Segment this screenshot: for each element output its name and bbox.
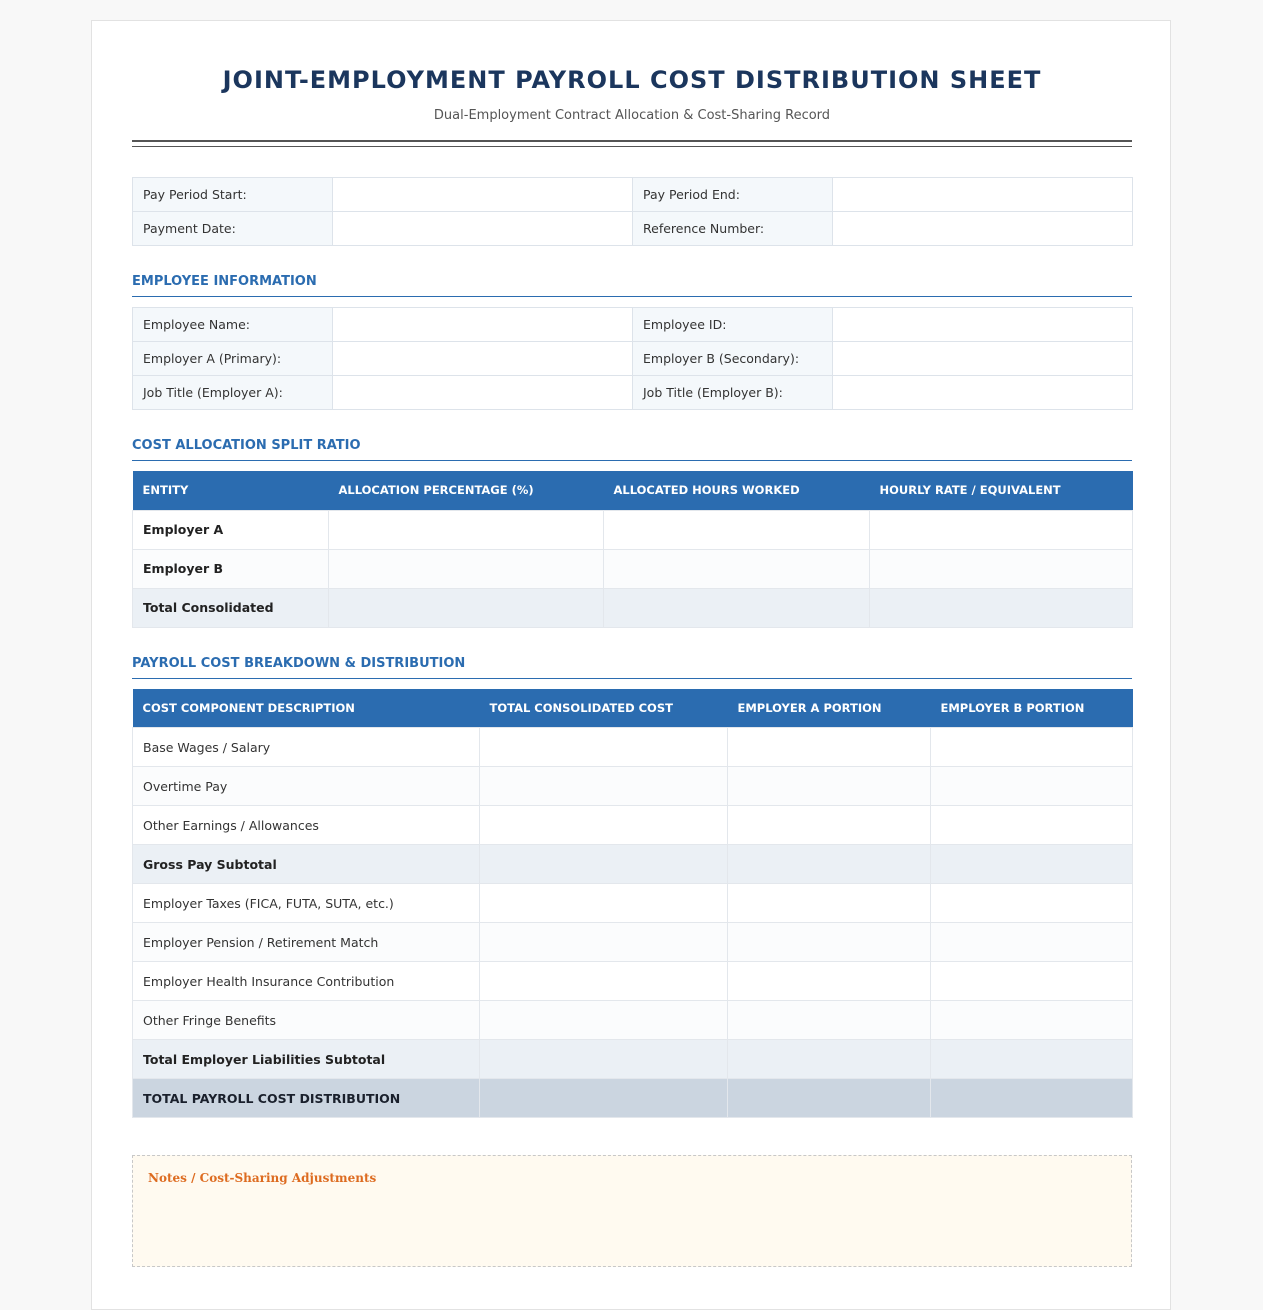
reference-number-field[interactable] <box>833 212 1133 246</box>
cost-component-label: Total Employer Liabilities Subtotal <box>133 1040 480 1079</box>
employee-id-field[interactable] <box>833 308 1133 342</box>
hourly-rate-cell[interactable] <box>870 549 1133 588</box>
employer-a-portion-cell[interactable] <box>728 962 931 1001</box>
table-row <box>133 884 1133 923</box>
employer-a-portion-cell[interactable] <box>728 923 931 962</box>
table-row <box>133 510 1133 549</box>
column-header-allocation-percentage: ALLOCATION PERCENTAGE (%) <box>329 471 604 510</box>
total-cost-cell[interactable] <box>480 1040 728 1079</box>
table-row <box>133 178 1133 212</box>
employer-a-portion-cell[interactable] <box>728 845 931 884</box>
employer-b-portion-cell[interactable] <box>931 728 1133 767</box>
column-header-entity: ENTITY <box>133 471 329 510</box>
table-row <box>133 923 1133 962</box>
total-cost-cell[interactable] <box>480 806 728 845</box>
entity-label: Total Consolidated <box>133 588 329 627</box>
total-cost-cell[interactable] <box>480 923 728 962</box>
payment-date-label: Payment Date: <box>133 212 333 246</box>
employer-a-field[interactable] <box>333 342 633 376</box>
allocation-percentage-cell[interactable] <box>329 510 604 549</box>
allocation-percentage-cell[interactable] <box>329 588 604 627</box>
cost-component-label: Base Wages / Salary <box>133 728 480 767</box>
allocated-hours-cell[interactable] <box>604 510 870 549</box>
page-title: JOINT-EMPLOYMENT PAYROLL COST DISTRIBUTION SHEET <box>222 66 1042 94</box>
employer-b-portion-cell[interactable] <box>931 767 1133 806</box>
notes-label: Notes / Cost-Sharing Adjustments <box>148 1171 377 1185</box>
table-row <box>133 962 1133 1001</box>
table-row <box>133 342 1133 376</box>
employer-a-label: Employer A (Primary): <box>133 342 333 376</box>
employer-b-field[interactable] <box>833 342 1133 376</box>
table-row <box>133 376 1133 410</box>
table-header-row <box>133 689 1133 728</box>
employer-b-portion-cell[interactable] <box>931 845 1133 884</box>
employee-name-field[interactable] <box>333 308 633 342</box>
pay-period-table <box>132 177 1133 246</box>
document-content <box>132 21 1132 1185</box>
table-row <box>133 806 1133 845</box>
total-cost-cell[interactable] <box>480 1079 728 1118</box>
table-row <box>133 1001 1133 1040</box>
table-row-total <box>133 588 1133 627</box>
allocation-section-heading: COST ALLOCATION SPLIT RATIO <box>132 436 1132 461</box>
cost-component-label: Gross Pay Subtotal <box>133 845 480 884</box>
employee-section-heading: EMPLOYEE INFORMATION <box>132 272 1132 297</box>
cost-component-label: Employer Pension / Retirement Match <box>133 923 480 962</box>
allocation-percentage-cell[interactable] <box>329 549 604 588</box>
employer-a-portion-cell[interactable] <box>728 1079 931 1118</box>
table-row-subtotal <box>133 845 1133 884</box>
entity-label: Employer A <box>133 510 329 549</box>
total-cost-cell[interactable] <box>480 728 728 767</box>
cost-component-label: Overtime Pay <box>133 767 480 806</box>
allocation-table <box>132 471 1133 628</box>
employer-a-portion-cell[interactable] <box>728 728 931 767</box>
employer-a-portion-cell[interactable] <box>728 767 931 806</box>
pay-period-end-label: Pay Period End: <box>633 178 833 212</box>
title-divider <box>132 140 1132 147</box>
total-cost-cell[interactable] <box>480 884 728 923</box>
total-cost-cell[interactable] <box>480 845 728 884</box>
cost-component-label: Other Earnings / Allowances <box>133 806 480 845</box>
pay-period-end-field[interactable] <box>833 178 1133 212</box>
reference-number-label: Reference Number: <box>633 212 833 246</box>
column-header-employer-b-portion: EMPLOYER B PORTION <box>931 689 1133 728</box>
column-header-employer-a-portion: EMPLOYER A PORTION <box>728 689 931 728</box>
document-sheet <box>91 20 1171 1310</box>
job-title-b-field[interactable] <box>833 376 1133 410</box>
total-cost-cell[interactable] <box>480 962 728 1001</box>
entity-label: Employer B <box>133 549 329 588</box>
table-row-grand-total <box>133 1079 1133 1118</box>
job-title-b-label: Job Title (Employer B): <box>633 376 833 410</box>
hourly-rate-cell[interactable] <box>870 510 1133 549</box>
table-row <box>133 728 1133 767</box>
employee-info-table <box>132 307 1133 410</box>
payment-date-field[interactable] <box>333 212 633 246</box>
allocated-hours-cell[interactable] <box>604 588 870 627</box>
column-header-allocated-hours: ALLOCATED HOURS WORKED <box>604 471 870 510</box>
job-title-a-field[interactable] <box>333 376 633 410</box>
employer-b-portion-cell[interactable] <box>931 1040 1133 1079</box>
cost-component-label: Employer Health Insurance Contribution <box>133 962 480 1001</box>
employee-id-label: Employee ID: <box>633 308 833 342</box>
job-title-a-label: Job Title (Employer A): <box>133 376 333 410</box>
table-row <box>133 308 1133 342</box>
pay-period-start-label: Pay Period Start: <box>133 178 333 212</box>
total-cost-cell[interactable] <box>480 1001 728 1040</box>
allocated-hours-cell[interactable] <box>604 549 870 588</box>
table-row <box>133 549 1133 588</box>
employer-b-portion-cell[interactable] <box>931 884 1133 923</box>
table-row <box>133 767 1133 806</box>
employer-b-portion-cell[interactable] <box>931 962 1133 1001</box>
pay-period-start-field[interactable] <box>333 178 633 212</box>
employer-a-portion-cell[interactable] <box>728 884 931 923</box>
employer-a-portion-cell[interactable] <box>728 1001 931 1040</box>
cost-component-label: Employer Taxes (FICA, FUTA, SUTA, etc.) <box>133 884 480 923</box>
cost-component-label: Other Fringe Benefits <box>133 1001 480 1040</box>
employer-b-portion-cell[interactable] <box>931 1079 1133 1118</box>
table-header-row <box>133 471 1133 510</box>
breakdown-section-heading: PAYROLL COST BREAKDOWN & DISTRIBUTION <box>132 654 1132 679</box>
total-cost-cell[interactable] <box>480 767 728 806</box>
employer-b-portion-cell[interactable] <box>931 806 1133 845</box>
column-header-cost-component: COST COMPONENT DESCRIPTION <box>133 689 480 728</box>
hourly-rate-cell[interactable] <box>870 588 1133 627</box>
column-header-total-consolidated: TOTAL CONSOLIDATED COST <box>480 689 728 728</box>
table-row <box>133 212 1133 246</box>
employer-a-portion-cell[interactable] <box>728 806 931 845</box>
employer-b-portion-cell[interactable] <box>931 923 1133 962</box>
cost-component-label: TOTAL PAYROLL COST DISTRIBUTION <box>133 1079 480 1118</box>
employee-name-label: Employee Name: <box>133 308 333 342</box>
page-subtitle: Dual-Employment Contract Allocation & Cost-Sharing Record <box>433 108 831 123</box>
employer-b-label: Employer B (Secondary): <box>633 342 833 376</box>
table-row-subtotal <box>133 1040 1133 1079</box>
employer-a-portion-cell[interactable] <box>728 1040 931 1079</box>
column-header-hourly-rate: HOURLY RATE / EQUIVALENT <box>870 471 1133 510</box>
notes-box[interactable] <box>132 1155 1132 1267</box>
employer-b-portion-cell[interactable] <box>931 1001 1133 1040</box>
breakdown-table <box>132 689 1133 1119</box>
